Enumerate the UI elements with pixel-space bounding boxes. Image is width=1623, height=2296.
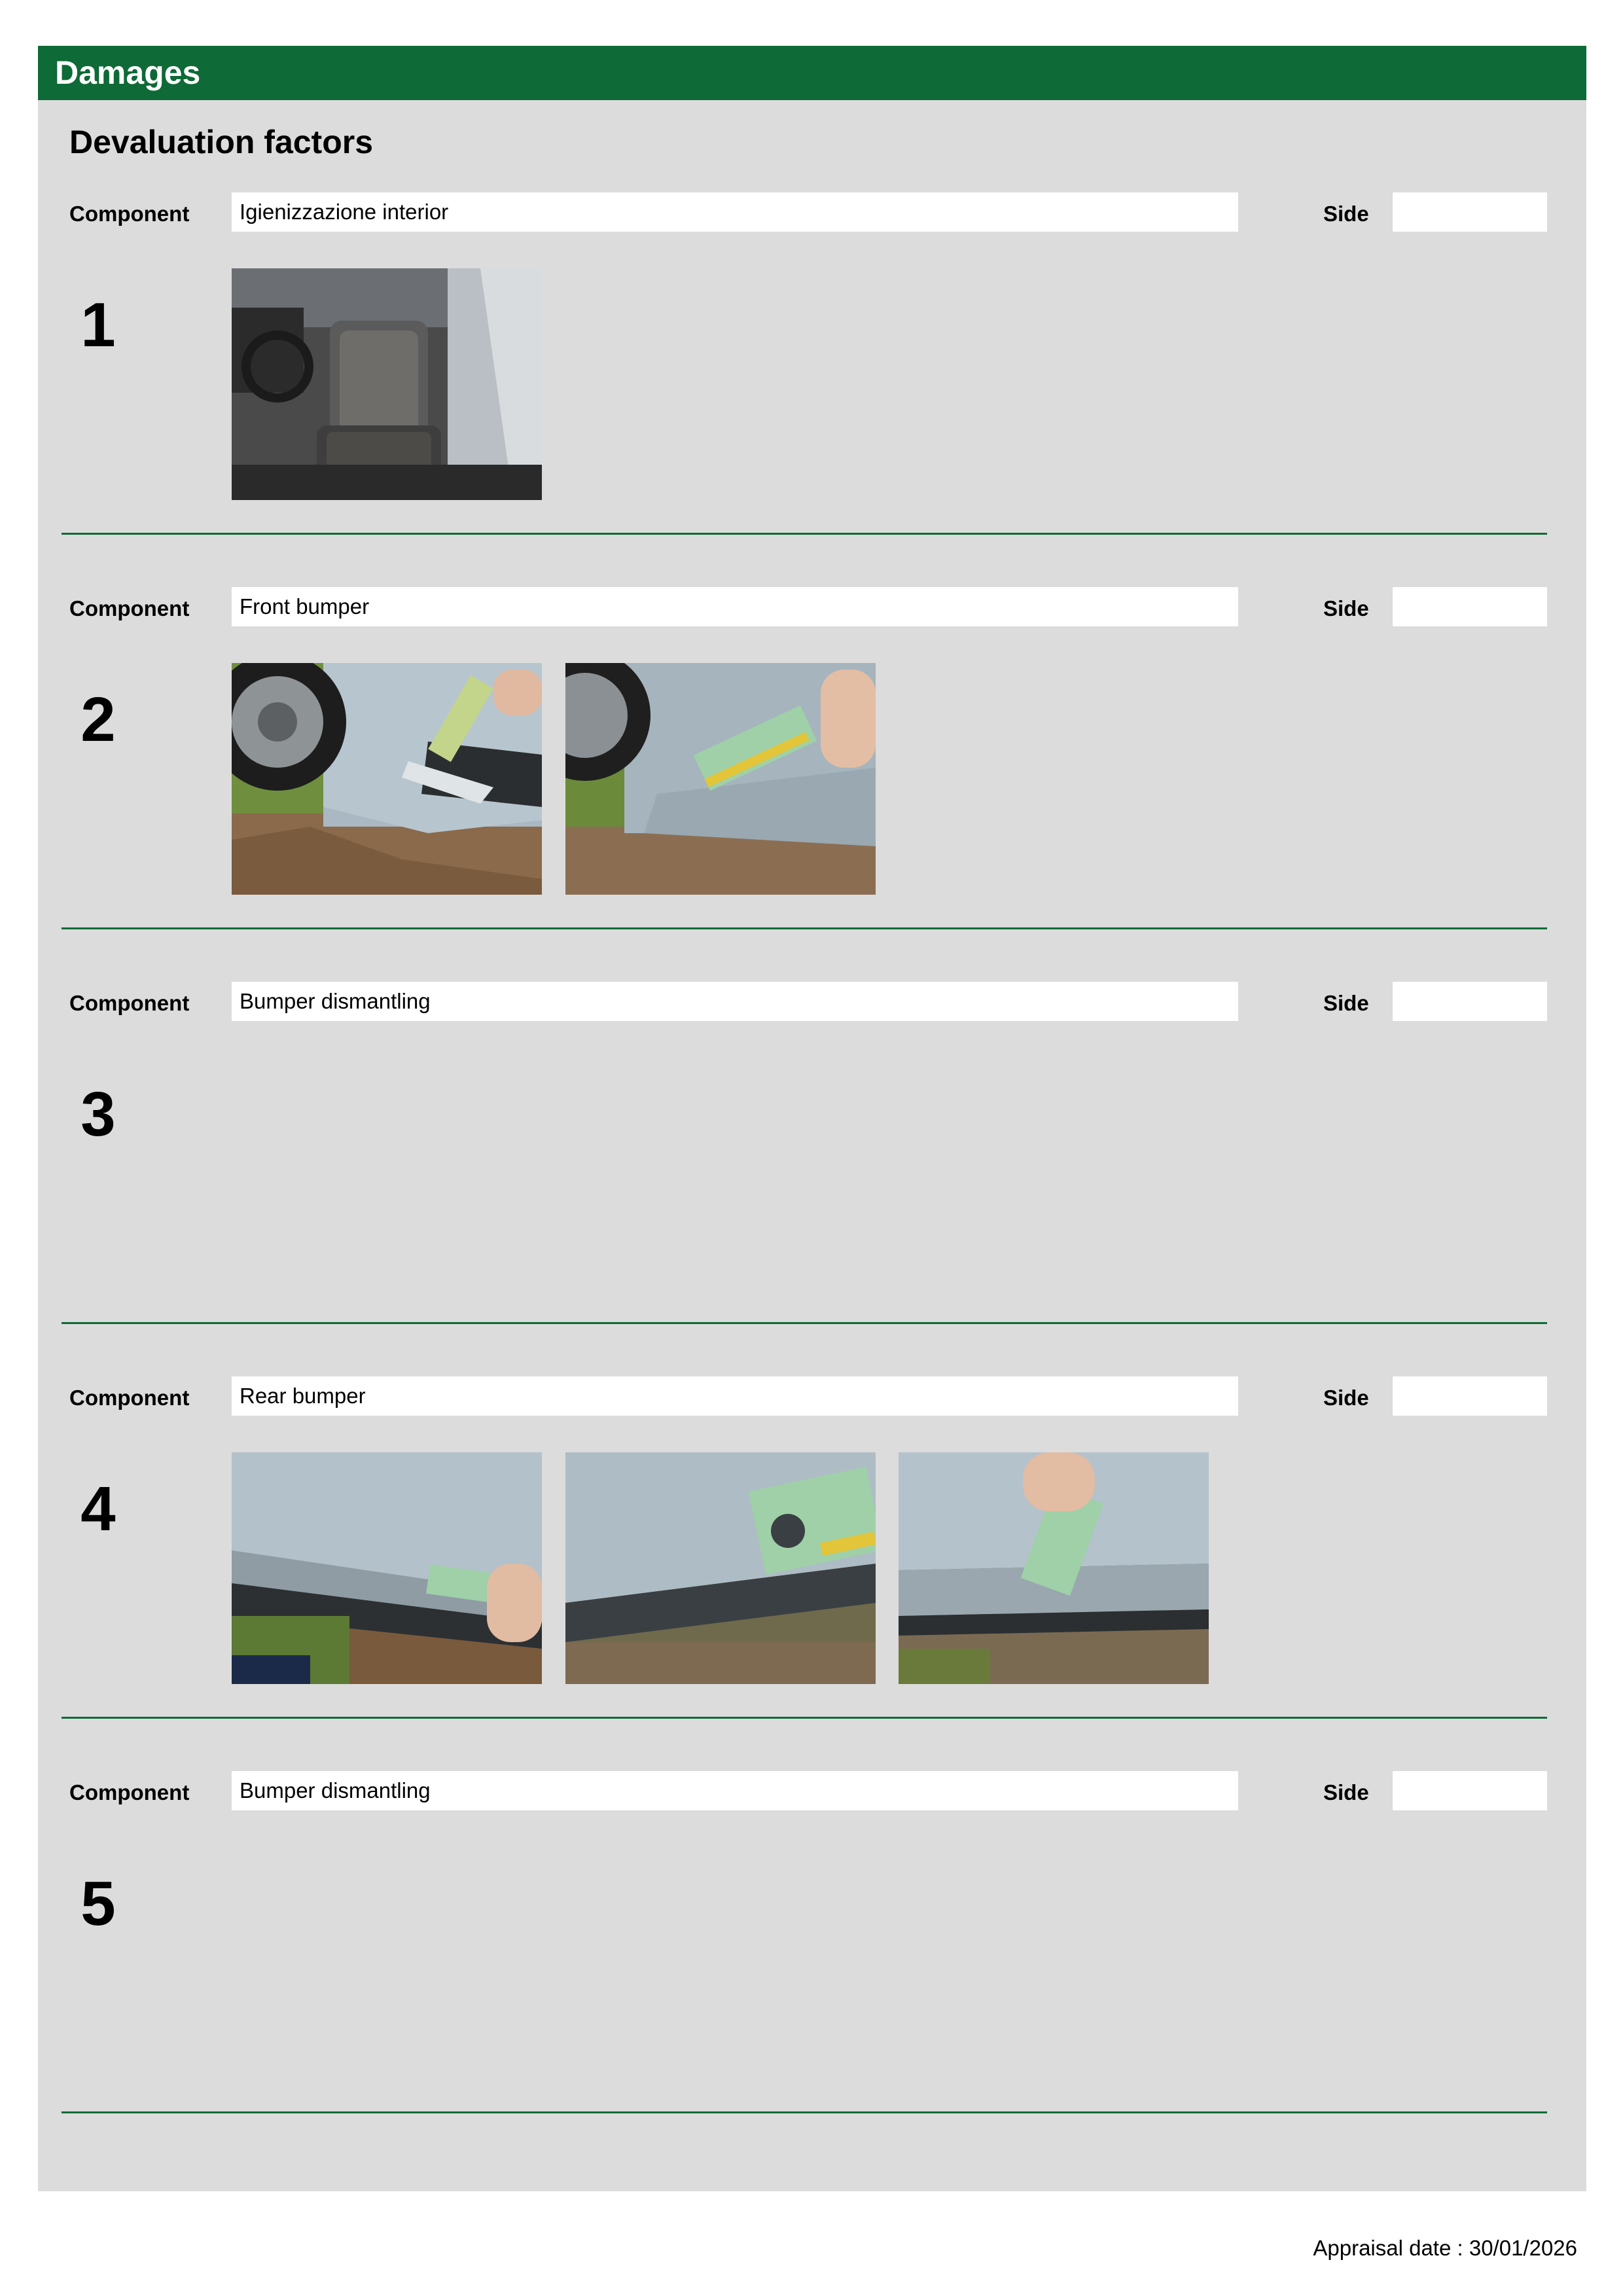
damage-entry-3 xyxy=(0,966,1623,1361)
appraisal-date: Appraisal date : 30/01/2026 xyxy=(1313,2236,1577,2260)
entry-divider xyxy=(62,1717,1547,1719)
side-label: Side xyxy=(1323,202,1369,226)
entry-number: 1 xyxy=(80,290,116,360)
section-subtitle: Devaluation factors xyxy=(69,124,374,160)
damage-entry-4 xyxy=(0,1361,1623,1756)
side-label: Side xyxy=(1323,596,1369,620)
car-interior-seat-photo[interactable] xyxy=(232,268,542,500)
rear-bumper-photo-2[interactable] xyxy=(565,1452,876,1684)
entry-divider xyxy=(62,533,1547,535)
component-label: Component xyxy=(69,991,190,1015)
side-field xyxy=(1393,1771,1547,1810)
component-label: Component xyxy=(69,1780,190,1804)
rear-bumper-image xyxy=(565,1452,876,1684)
component-label: Component xyxy=(69,1386,190,1410)
side-field xyxy=(1393,587,1547,626)
front-bumper-photo-2[interactable] xyxy=(565,663,876,895)
side-field xyxy=(1393,982,1547,1021)
entry-divider xyxy=(62,2111,1547,2113)
rear-bumper-image xyxy=(232,1452,542,1684)
component-field: Bumper dismantling xyxy=(232,982,1238,1021)
entry-number: 5 xyxy=(80,1869,116,1939)
component-field: Rear bumper xyxy=(232,1376,1238,1416)
front-bumper-image xyxy=(232,663,542,895)
entry-divider xyxy=(62,927,1547,929)
side-label: Side xyxy=(1323,1386,1369,1410)
header-title: Damages xyxy=(55,54,201,91)
entry-number: 3 xyxy=(80,1079,116,1149)
entry-divider xyxy=(62,1322,1547,1324)
entry-number: 2 xyxy=(80,685,116,755)
side-label: Side xyxy=(1323,1780,1369,1804)
entry-number: 4 xyxy=(80,1474,116,1544)
front-bumper-image xyxy=(565,663,876,895)
rear-bumper-image xyxy=(899,1452,1209,1684)
rear-bumper-photo-1[interactable] xyxy=(232,1452,542,1684)
component-field: Bumper dismantling xyxy=(232,1771,1238,1810)
side-label: Side xyxy=(1323,991,1369,1015)
section-header xyxy=(38,46,1586,100)
damage-entry-2 xyxy=(0,571,1623,967)
front-bumper-photo-1[interactable] xyxy=(232,663,542,895)
side-field xyxy=(1393,1376,1547,1416)
rear-bumper-photo-3[interactable] xyxy=(899,1452,1209,1684)
side-field xyxy=(1393,192,1547,232)
car-interior-seat-image xyxy=(232,268,542,500)
damage-entry-5 xyxy=(0,1755,1623,2151)
component-label: Component xyxy=(69,596,190,620)
component-field: Igienizzazione interior xyxy=(232,192,1238,232)
component-label: Component xyxy=(69,202,190,226)
damage-entry-1 xyxy=(0,177,1623,572)
component-field: Front bumper xyxy=(232,587,1238,626)
